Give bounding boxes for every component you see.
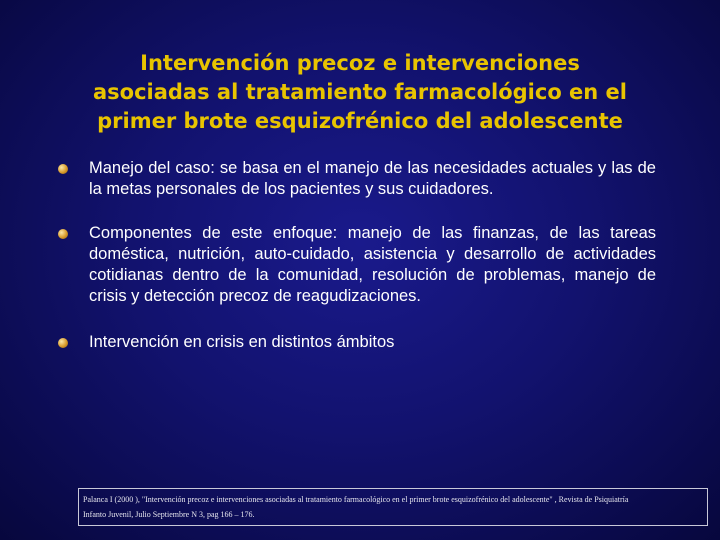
bullet-item-crisis — [56, 332, 656, 353]
title-line-2: asociadas al tratamiento farmacológico en el — [92, 80, 627, 104]
bullet-text: Intervención en crisis en distintos ámbitos — [89, 333, 395, 351]
bullet-list — [56, 158, 656, 353]
bullet-item-case-management — [56, 158, 656, 200]
bullet-text: Componentes de este enfoque: manejo de las finanzas, de las tareas doméstica, nutrición, auto-cuidado, asistencia y desarrollo de actividades cotidianas dentro de la comunidad, resolución de problemas, manejo de crisis y detección precoz de reagudizaciones. — [89, 224, 656, 305]
bullet-body: : se basa en el manejo de las necesidades actuales y las de la metas personales de los pacientes y sus cuidadores. — [89, 159, 656, 198]
bullet-item-components — [56, 223, 656, 307]
citation-box — [78, 488, 708, 526]
bullet-icon — [58, 164, 68, 174]
slide-title — [30, 49, 690, 136]
bullet-icon — [58, 229, 68, 239]
citation-line-2: Infanto Juvenil, Julio Septiembre N 3, pag 166 – 176. — [83, 510, 255, 519]
bullet-icon — [58, 338, 68, 348]
bullet-text — [89, 158, 656, 200]
title-line-1: Intervención precoz e intervenciones — [140, 51, 580, 75]
title-line-3: primer brote esquizofrénico del adolescente — [97, 109, 623, 133]
citation-line-1: Palanca I (2000 ), "Intervención precoz e intervenciones asociadas al tratamiento farmacológico en el primer brote esquizofrénico del adolescente" , Revista de Psiquiatría — [83, 495, 629, 504]
bullet-lead: Manejo del caso — [89, 159, 211, 177]
